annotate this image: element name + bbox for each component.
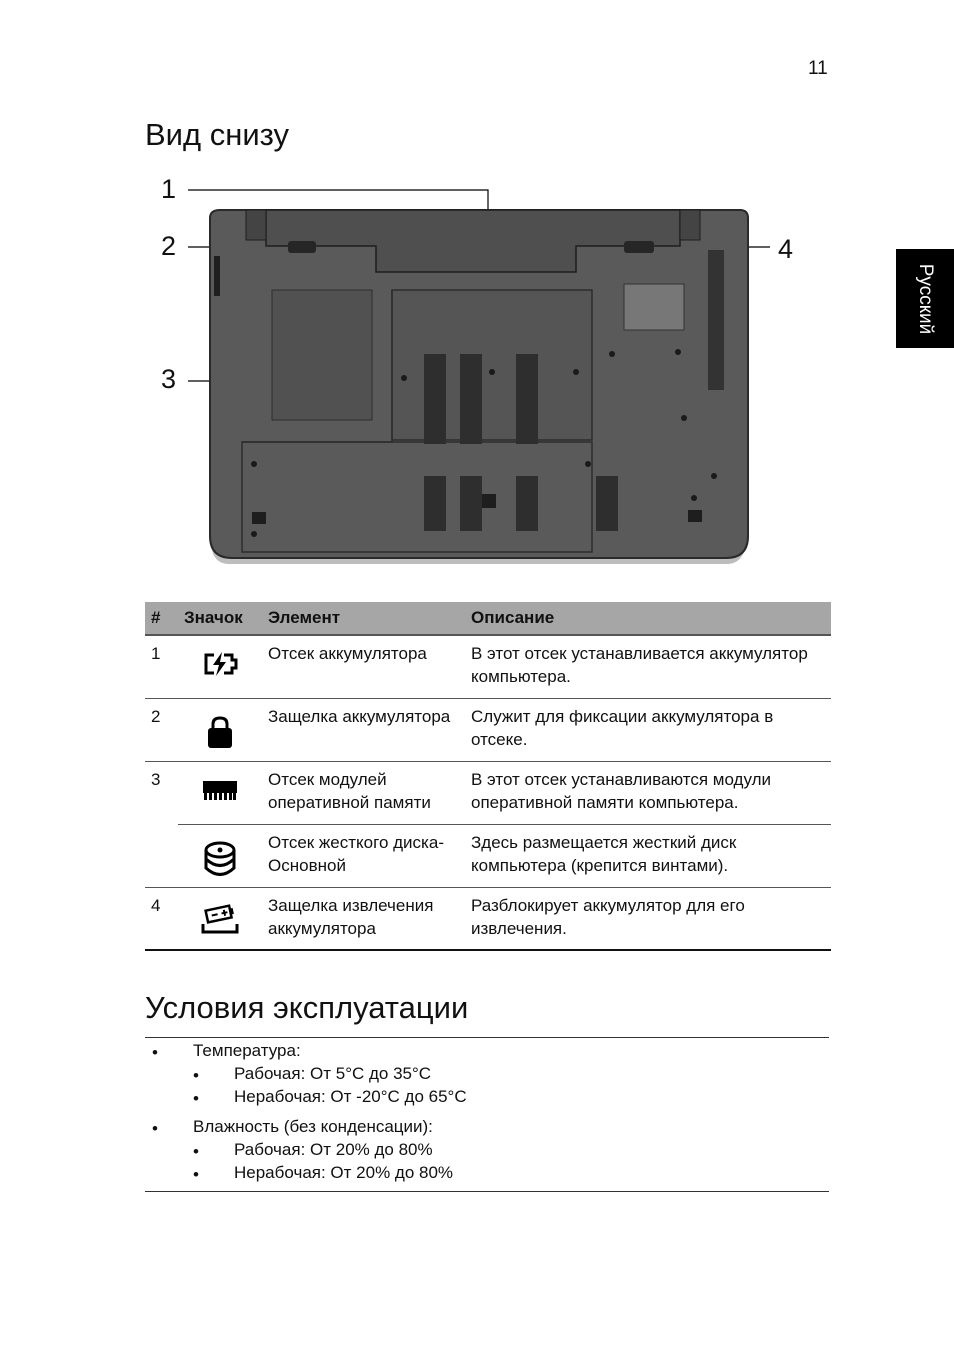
- row-num: 2: [145, 698, 178, 761]
- components-table: [145, 602, 831, 951]
- list-subitem: Рабочая: От 5°C до 35°C: [234, 1064, 432, 1083]
- callout-4: 4: [778, 234, 794, 264]
- row-num: 4: [145, 887, 178, 950]
- bullet: •: [193, 1066, 199, 1085]
- header-num: #: [145, 602, 178, 635]
- bullet: •: [193, 1089, 199, 1108]
- header-icon: Значок: [178, 602, 262, 635]
- header-element: Элемент: [262, 602, 465, 635]
- list-subitem: Рабочая: От 20% до 80%: [234, 1140, 433, 1159]
- battery-lock-latch: [288, 241, 316, 253]
- row-element: Защелка извлечения аккумулятора: [262, 887, 465, 950]
- list-item: Влажность (без конденсации):: [193, 1117, 433, 1136]
- table-row: [145, 698, 831, 761]
- memory-bay-cover: [392, 290, 592, 440]
- table-row: [145, 761, 831, 824]
- bullet: •: [152, 1043, 158, 1062]
- callout-1: 1: [161, 174, 177, 204]
- row-num: 3: [145, 761, 178, 824]
- bullet: •: [193, 1165, 199, 1184]
- page-number: 11: [808, 58, 828, 79]
- row-description: В этот отсек устанавливаются модули оперативной памяти компьютера.: [465, 761, 831, 824]
- row-num: [145, 824, 178, 887]
- hard-disk-icon: [203, 841, 237, 877]
- list-item: Температура:: [193, 1041, 301, 1060]
- row-description: Здесь размещается жесткий диск компьютера (крепится винтами).: [465, 824, 831, 887]
- table-row: [145, 887, 831, 950]
- row-description: В этот отсек устанавливается аккумулятор компьютера.: [471, 644, 808, 686]
- language-tab: [896, 249, 954, 348]
- section-title-conditions: Условия эксплуатации: [145, 990, 469, 1025]
- lock-icon: [207, 715, 233, 749]
- table-header-row: [145, 602, 831, 635]
- list-subitem: Нерабочая: От 20% до 80%: [234, 1163, 454, 1182]
- table-row: [145, 635, 831, 698]
- list-subitem: Нерабочая: От -20°C до 65°C: [234, 1087, 467, 1106]
- row-element: Отсек жесткого диска-Основной: [262, 824, 465, 887]
- row-description: Разблокирует аккумулятор для его извлечения.: [465, 887, 831, 950]
- bullet: •: [152, 1119, 158, 1138]
- conditions-list: [145, 1037, 829, 1192]
- header-description: Описание: [465, 602, 831, 635]
- bullet: •: [193, 1142, 199, 1161]
- battery-release-latch: [624, 241, 654, 253]
- row-element: Отсек аккумулятора: [268, 644, 427, 663]
- laptop-bottom-illustration: [180, 186, 780, 576]
- row-element: Защелка аккумулятора: [262, 698, 465, 761]
- row-element: Отсек модулей оперативной памяти: [262, 761, 465, 824]
- row-description: Служит для фиксации аккумулятора в отсеке.: [465, 698, 831, 761]
- memory-icon: [202, 778, 238, 802]
- callout-2: 2: [161, 231, 177, 261]
- battery-icon: [202, 652, 238, 676]
- table-row: [145, 824, 831, 887]
- row-num: 1: [151, 644, 161, 663]
- section-title-bottom-view: Вид снизу: [145, 117, 289, 152]
- callout-3: 3: [161, 364, 177, 394]
- battery-release-icon: [201, 904, 239, 934]
- language-tab-label: Русский: [915, 263, 936, 334]
